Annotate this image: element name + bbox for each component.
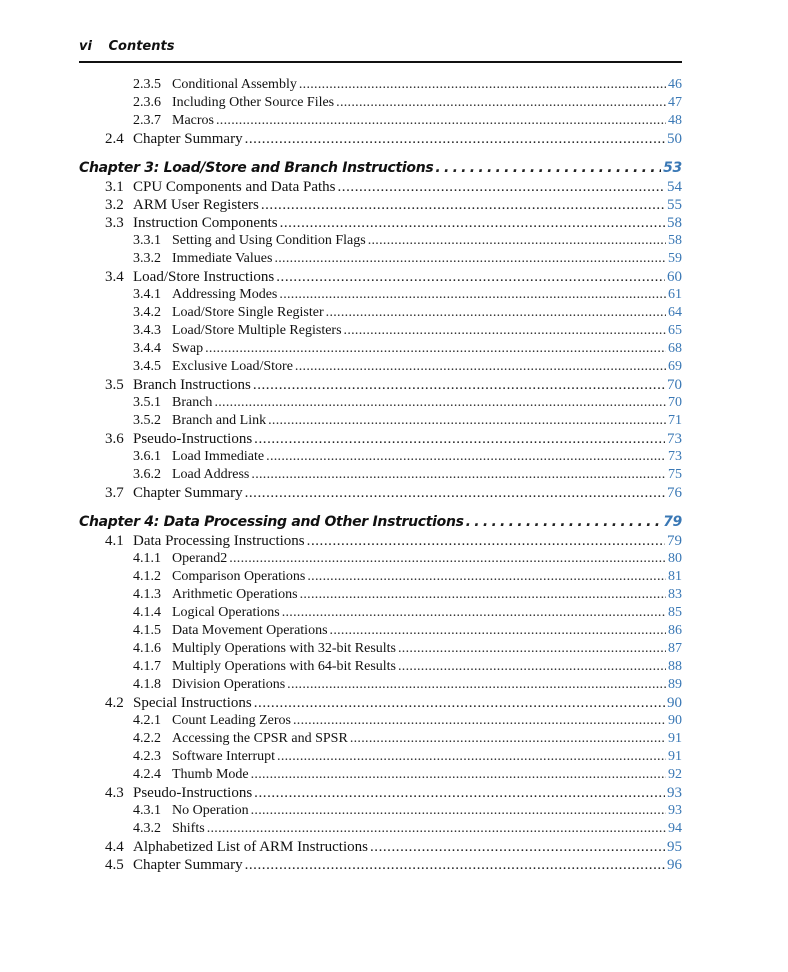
toc-entry-number: 4.1.8 bbox=[133, 677, 161, 692]
dot-leader bbox=[293, 712, 666, 730]
toc-entry-number: 3.6 bbox=[105, 431, 124, 447]
dot-leader bbox=[279, 286, 666, 304]
toc-entry-title: Instruction Components bbox=[133, 215, 278, 231]
toc-entry-number: 3.3.2 bbox=[133, 251, 161, 266]
dot-leader bbox=[307, 532, 665, 550]
toc-entry-title: Load Immediate bbox=[172, 449, 265, 464]
toc-page-link[interactable]: 79 bbox=[663, 514, 682, 530]
dot-leader bbox=[268, 412, 666, 430]
toc-entry-number: 3.4.2 bbox=[133, 305, 161, 320]
toc-entry-title: Alphabetized List of ARM Instructions bbox=[133, 839, 368, 855]
dot-leader bbox=[253, 376, 665, 394]
toc-entry-number: 4.1.4 bbox=[133, 605, 161, 620]
toc-entry-title: Chapter Summary bbox=[133, 857, 243, 873]
toc-entry-title: Comparison Operations bbox=[172, 569, 306, 584]
dot-leader bbox=[287, 676, 666, 694]
toc-entry[interactable] bbox=[79, 586, 682, 604]
toc-entry-number: 2.3.7 bbox=[133, 113, 161, 128]
dot-leader bbox=[370, 838, 665, 856]
toc-page-link[interactable]: 94 bbox=[668, 821, 682, 836]
toc-page-link[interactable]: 48 bbox=[668, 113, 682, 128]
dot-leader bbox=[216, 112, 666, 130]
toc-entry[interactable] bbox=[79, 340, 682, 358]
toc-entry-number: 3.2 bbox=[105, 197, 124, 213]
dot-leader bbox=[245, 130, 665, 148]
dot-leader bbox=[326, 304, 666, 322]
toc-entry[interactable] bbox=[79, 802, 682, 820]
toc-page-link[interactable]: 71 bbox=[668, 413, 682, 428]
table-of-contents bbox=[79, 76, 682, 874]
toc-entry-number: 3.5 bbox=[105, 377, 124, 393]
dot-leader bbox=[398, 658, 666, 676]
toc-entry[interactable] bbox=[79, 196, 682, 214]
toc-entry-title: Multiply Operations with 64-bit Results bbox=[172, 659, 396, 674]
toc-entry[interactable] bbox=[79, 550, 682, 568]
dot-leader bbox=[266, 448, 666, 466]
toc-entry-number: 3.6.2 bbox=[133, 467, 161, 482]
toc-page-link[interactable]: 85 bbox=[668, 605, 682, 620]
toc-page-link[interactable]: 60 bbox=[667, 269, 682, 285]
toc-entry-number: 4.3.1 bbox=[133, 803, 161, 818]
toc-page-link[interactable]: 87 bbox=[668, 641, 682, 656]
toc-page-link[interactable]: 90 bbox=[668, 713, 682, 728]
toc-entry[interactable] bbox=[79, 214, 682, 232]
dot-leader bbox=[276, 268, 665, 286]
toc-entry-title: Load Address bbox=[172, 467, 250, 482]
dot-leader bbox=[398, 640, 666, 658]
toc-chapter-entry[interactable] bbox=[79, 512, 682, 532]
running-header bbox=[79, 38, 682, 56]
toc-page-link[interactable]: 61 bbox=[668, 287, 682, 302]
toc-entry-title: Division Operations bbox=[172, 677, 286, 692]
toc-page-link[interactable]: 80 bbox=[668, 551, 682, 566]
toc-entry[interactable] bbox=[79, 766, 682, 784]
toc-entry-title: No Operation bbox=[172, 803, 249, 818]
dot-leader bbox=[229, 550, 666, 568]
toc-entry-number: 3.5.1 bbox=[133, 395, 161, 410]
dot-leader bbox=[282, 604, 666, 622]
toc-entry-number: 3.7 bbox=[105, 485, 124, 501]
dot-leader bbox=[336, 94, 666, 112]
toc-entry[interactable] bbox=[79, 748, 682, 766]
toc-entry-title: Setting and Using Condition Flags bbox=[172, 233, 366, 248]
dot-leader bbox=[350, 730, 666, 748]
toc-page-link[interactable]: 69 bbox=[668, 359, 682, 374]
toc-page-link[interactable]: 81 bbox=[668, 569, 682, 584]
toc-entry-number: 4.1.7 bbox=[133, 659, 161, 674]
toc-entry[interactable] bbox=[79, 394, 682, 412]
toc-page-link[interactable]: 89 bbox=[668, 677, 682, 692]
toc-page-link[interactable]: 46 bbox=[668, 77, 682, 92]
toc-page-link[interactable]: 47 bbox=[668, 95, 682, 110]
toc-entry-number: 4.2.2 bbox=[133, 731, 161, 746]
toc-entry[interactable] bbox=[79, 676, 682, 694]
toc-chapter-entry[interactable] bbox=[79, 158, 682, 178]
toc-entry[interactable] bbox=[79, 232, 682, 250]
toc-entry[interactable] bbox=[79, 448, 682, 466]
toc-entry-title: Immediate Values bbox=[172, 251, 273, 266]
toc-page-link[interactable]: 96 bbox=[667, 857, 682, 873]
toc-page-link[interactable]: 65 bbox=[668, 323, 682, 338]
toc-entry-title: Shifts bbox=[172, 821, 205, 836]
toc-page-link[interactable]: 91 bbox=[668, 731, 682, 746]
dot-leader bbox=[261, 196, 665, 214]
toc-page-link[interactable]: 83 bbox=[668, 587, 682, 602]
toc-page-link[interactable]: 70 bbox=[667, 377, 682, 393]
toc-page-link[interactable]: 90 bbox=[667, 695, 682, 711]
toc-entry-number: 4.4 bbox=[105, 839, 124, 855]
toc-entry-number: 3.3 bbox=[105, 215, 124, 231]
dot-leader bbox=[280, 214, 665, 232]
toc-entry[interactable] bbox=[79, 286, 682, 304]
toc-entry-title: Software Interrupt bbox=[172, 749, 276, 764]
toc-entry[interactable] bbox=[79, 178, 682, 196]
header-rule bbox=[79, 61, 682, 63]
toc-entry[interactable] bbox=[79, 466, 682, 484]
toc-entry-title: Logical Operations bbox=[172, 605, 280, 620]
toc-entry-number: 4.2 bbox=[105, 695, 124, 711]
toc-entry-number: 3.5.2 bbox=[133, 413, 161, 428]
toc-page-link[interactable]: 59 bbox=[668, 251, 682, 266]
toc-page-link[interactable]: 58 bbox=[667, 215, 682, 231]
dot-leader bbox=[251, 766, 666, 784]
toc-entry-title: Operand2 bbox=[172, 551, 228, 566]
toc-entry-title: Swap bbox=[172, 341, 204, 356]
toc-entry-number: 2.3.5 bbox=[133, 77, 161, 92]
toc-page-link[interactable]: 55 bbox=[667, 197, 682, 213]
toc-entry[interactable] bbox=[79, 658, 682, 676]
dot-leader bbox=[368, 232, 666, 250]
toc-page-link[interactable]: 86 bbox=[668, 623, 682, 638]
dot-leader bbox=[274, 250, 666, 268]
dot-leader bbox=[435, 158, 661, 178]
toc-entry-number: 3.6.1 bbox=[133, 449, 161, 464]
toc-page-link[interactable]: 92 bbox=[668, 767, 682, 782]
toc-entry[interactable] bbox=[79, 622, 682, 640]
toc-entry-number: 4.1.2 bbox=[133, 569, 161, 584]
toc-page-link[interactable]: 50 bbox=[667, 131, 682, 147]
toc-entry-number: 4.1 bbox=[105, 533, 124, 549]
toc-entry-number: 3.4 bbox=[105, 269, 124, 285]
toc-entry-title: Including Other Source Files bbox=[172, 95, 335, 110]
dot-leader bbox=[205, 340, 666, 358]
dot-leader bbox=[245, 856, 665, 874]
toc-entry-number: 4.3 bbox=[105, 785, 124, 801]
toc-page-link[interactable]: 93 bbox=[667, 785, 682, 801]
toc-entry-title: Thumb Mode bbox=[172, 767, 249, 782]
toc-entry-title: Conditional Assembly bbox=[172, 77, 297, 92]
toc-entry-title: Chapter 3: Load/Store and Branch Instructions bbox=[79, 160, 434, 176]
toc-page-link[interactable]: 53 bbox=[663, 160, 682, 176]
toc-entry-title: Chapter 4: Data Processing and Other Instructions bbox=[79, 514, 464, 530]
toc-entry-number: 3.4.5 bbox=[133, 359, 161, 374]
toc-entry-number: 2.4 bbox=[105, 131, 124, 147]
toc-page-link[interactable]: 91 bbox=[668, 749, 682, 764]
toc-entry-number: 4.2.3 bbox=[133, 749, 161, 764]
toc-entry-number: 3.4.3 bbox=[133, 323, 161, 338]
toc-entry[interactable] bbox=[79, 412, 682, 430]
toc-entry[interactable] bbox=[79, 94, 682, 112]
toc-entry[interactable] bbox=[79, 712, 682, 730]
toc-entry-number: 3.1 bbox=[105, 179, 124, 195]
dot-leader bbox=[254, 694, 665, 712]
dot-leader bbox=[307, 568, 666, 586]
toc-entry-number: 3.3.1 bbox=[133, 233, 161, 248]
toc-entry-number: 4.1.3 bbox=[133, 587, 161, 602]
toc-entry-title: Load/Store Multiple Registers bbox=[172, 323, 342, 338]
toc-entry[interactable] bbox=[79, 838, 682, 856]
toc-entry-number: 4.3.2 bbox=[133, 821, 161, 836]
dot-leader bbox=[251, 802, 666, 820]
toc-entry-title: Branch bbox=[172, 395, 213, 410]
toc-page-link[interactable]: 73 bbox=[668, 449, 682, 464]
toc-entry[interactable] bbox=[79, 76, 682, 94]
toc-entry-number: 4.1.6 bbox=[133, 641, 161, 656]
toc-page-link[interactable]: 88 bbox=[668, 659, 682, 674]
toc-entry-title: Count Leading Zeros bbox=[172, 713, 291, 728]
toc-page-link[interactable]: 70 bbox=[668, 395, 682, 410]
dot-leader bbox=[295, 358, 666, 376]
toc-entry[interactable] bbox=[79, 304, 682, 322]
toc-entry[interactable] bbox=[79, 376, 682, 394]
toc-entry-title: Data Processing Instructions bbox=[133, 533, 305, 549]
toc-page-link[interactable]: 54 bbox=[667, 179, 682, 195]
dot-leader bbox=[344, 322, 666, 340]
toc-page-link[interactable]: 93 bbox=[668, 803, 682, 818]
toc-entry-title: Chapter Summary bbox=[133, 485, 243, 501]
toc-page-link[interactable]: 76 bbox=[667, 485, 682, 501]
toc-entry-title: Arithmetic Operations bbox=[172, 587, 298, 602]
toc-entry-title: Pseudo-Instructions bbox=[133, 785, 253, 801]
toc-entry-title: Pseudo-Instructions bbox=[133, 431, 253, 447]
toc-entry[interactable] bbox=[79, 730, 682, 748]
header-page-number: vi bbox=[79, 39, 92, 54]
dot-leader bbox=[245, 484, 665, 502]
toc-entry-title: Load/Store Single Register bbox=[172, 305, 324, 320]
toc-entry-title: Macros bbox=[172, 113, 214, 128]
toc-entry-title: Special Instructions bbox=[133, 695, 252, 711]
toc-entry-number: 4.1.5 bbox=[133, 623, 161, 638]
toc-entry-title: ARM User Registers bbox=[133, 197, 259, 213]
toc-entry-title: Branch and Link bbox=[172, 413, 267, 428]
toc-page-link[interactable]: 58 bbox=[668, 233, 682, 248]
dot-leader bbox=[300, 586, 666, 604]
dot-leader bbox=[207, 820, 666, 838]
toc-entry[interactable] bbox=[79, 820, 682, 838]
dot-leader bbox=[338, 178, 666, 196]
dot-leader bbox=[251, 466, 666, 484]
toc-entry-number: 4.1.1 bbox=[133, 551, 161, 566]
toc-entry[interactable] bbox=[79, 640, 682, 658]
toc-entry-title: Multiply Operations with 32-bit Results bbox=[172, 641, 396, 656]
toc-entry[interactable] bbox=[79, 322, 682, 340]
toc-entry[interactable] bbox=[79, 856, 682, 874]
toc-entry[interactable] bbox=[79, 604, 682, 622]
header-title: Contents bbox=[108, 39, 175, 54]
toc-entry[interactable] bbox=[79, 112, 682, 130]
toc-entry-title: Data Movement Operations bbox=[172, 623, 328, 638]
toc-entry[interactable] bbox=[79, 130, 682, 148]
toc-page-link[interactable]: 68 bbox=[668, 341, 682, 356]
toc-entry-title: Branch Instructions bbox=[133, 377, 251, 393]
toc-entry-number: 4.5 bbox=[105, 857, 124, 873]
dot-leader bbox=[254, 784, 665, 802]
toc-entry[interactable] bbox=[79, 532, 682, 550]
toc-entry[interactable] bbox=[79, 358, 682, 376]
toc-entry-number: 3.4.1 bbox=[133, 287, 161, 302]
toc-entry-number: 2.3.6 bbox=[133, 95, 161, 110]
toc-entry-title: Exclusive Load/Store bbox=[172, 359, 293, 374]
toc-page-link[interactable]: 75 bbox=[668, 467, 682, 482]
toc-entry[interactable] bbox=[79, 268, 682, 286]
toc-page-link[interactable]: 64 bbox=[668, 305, 682, 320]
toc-entry-number: 4.2.1 bbox=[133, 713, 161, 728]
dot-leader bbox=[214, 394, 666, 412]
toc-entry[interactable] bbox=[79, 568, 682, 586]
toc-page-link[interactable]: 95 bbox=[667, 839, 682, 855]
toc-entry-number: 3.4.4 bbox=[133, 341, 161, 356]
toc-entry[interactable] bbox=[79, 250, 682, 268]
toc-entry-title: Load/Store Instructions bbox=[133, 269, 275, 285]
toc-entry[interactable] bbox=[79, 784, 682, 802]
dot-leader bbox=[277, 748, 666, 766]
toc-entry[interactable] bbox=[79, 484, 682, 502]
dot-leader bbox=[330, 622, 666, 640]
dot-leader bbox=[466, 512, 661, 532]
toc-entry-title: Chapter Summary bbox=[133, 131, 243, 147]
dot-leader bbox=[254, 430, 665, 448]
toc-entry[interactable] bbox=[79, 430, 682, 448]
dot-leader bbox=[299, 76, 666, 94]
toc-page-link[interactable]: 73 bbox=[667, 431, 682, 447]
toc-entry-title: Accessing the CPSR and SPSR bbox=[172, 731, 348, 746]
toc-page-link[interactable]: 79 bbox=[667, 533, 682, 549]
toc-entry-title: CPU Components and Data Paths bbox=[133, 179, 336, 195]
toc-entry-number: 4.2.4 bbox=[133, 767, 161, 782]
toc-entry-title: Addressing Modes bbox=[172, 287, 278, 302]
toc-entry[interactable] bbox=[79, 694, 682, 712]
